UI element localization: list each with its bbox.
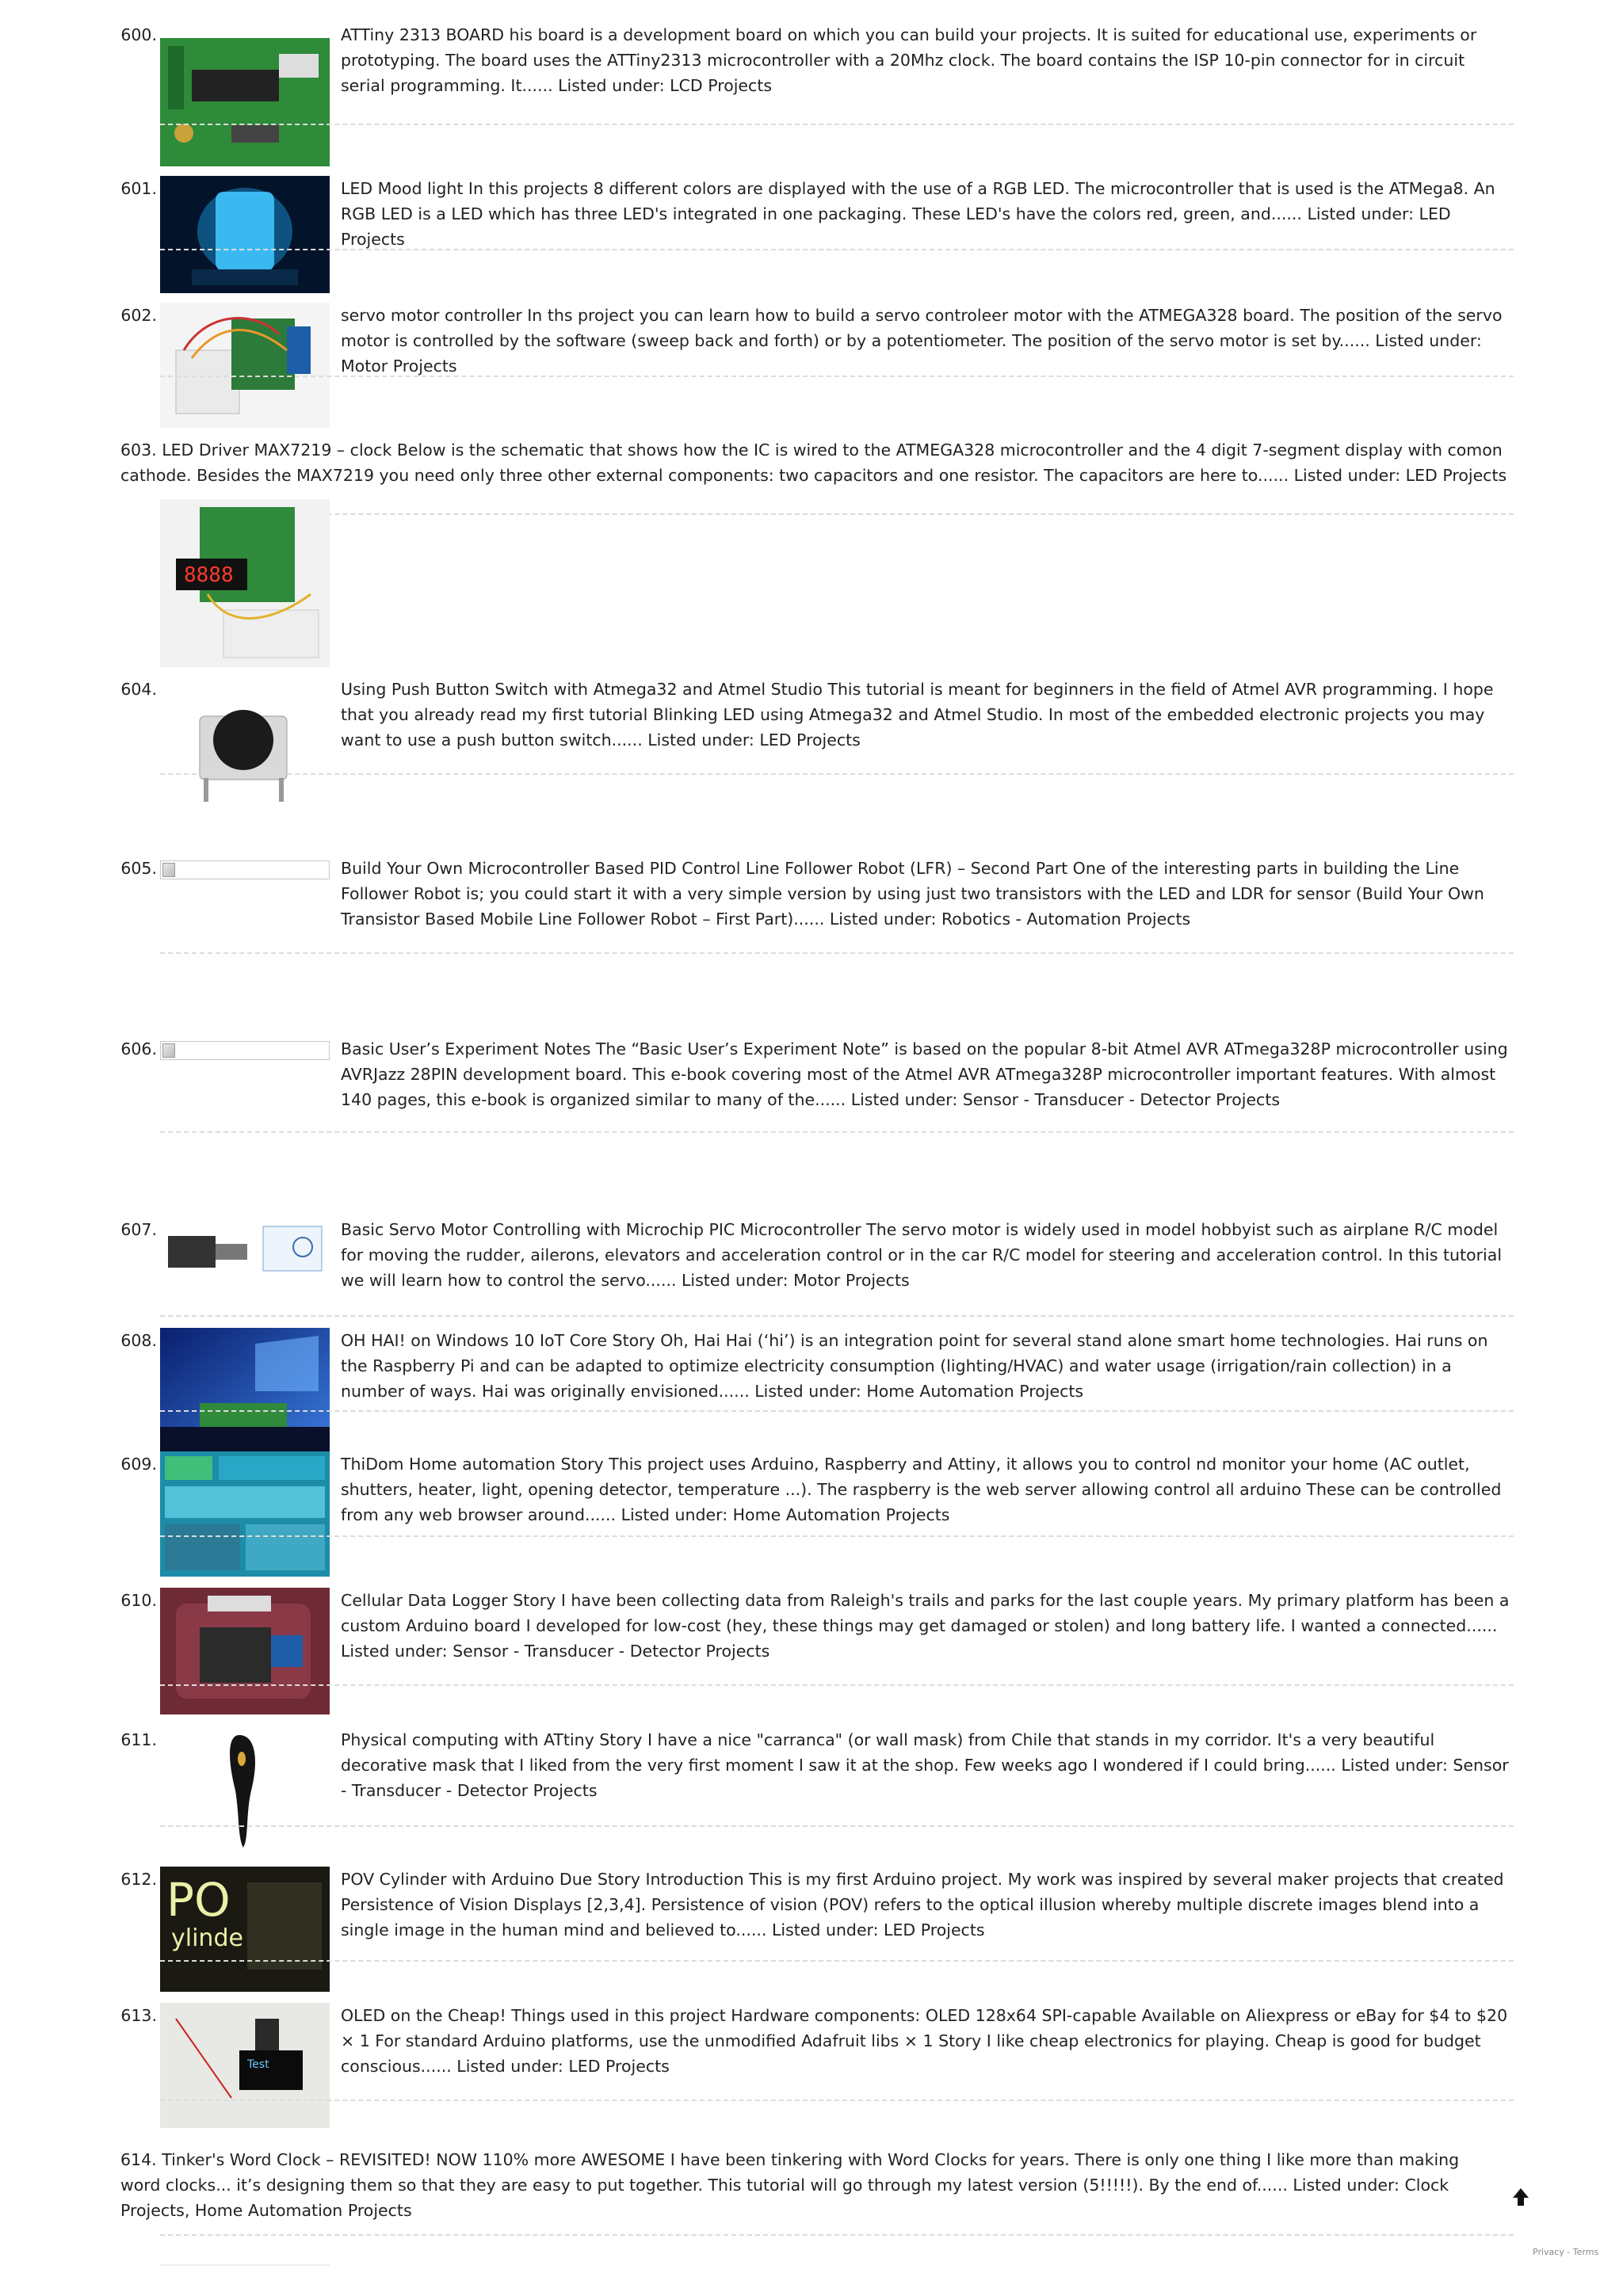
separator bbox=[160, 1960, 1514, 1962]
item-number: 611. bbox=[120, 1730, 157, 1749]
item-description[interactable]: Using Push Button Switch with Atmega32 and Atmel Studio This tutorial is meant for beginners in the field of Atmel AVR programming. I hope that you already read my first tutorial Blinking LED using Atmega32 and Atmel Studio. In most of the embedded electronic projects you may want to use a push button switch...... Listed under: LED Projects bbox=[341, 680, 1494, 749]
list-item bbox=[0, 1154, 1623, 1312]
item-description[interactable]: OLED on the Cheap! Things used in this project Hardware components: OLED 128x64 SPI-capable Available on Aliexpress or eBay for $4 to $20 × 1 For standard Arduino platforms, use the unmodified Adafruit libs × 1 Story I like cheap electronics for playing. Cheap is good for budget conscious...... Listed under: LED Projects bbox=[341, 2006, 1508, 2076]
list-item bbox=[0, 254, 1623, 380]
list-item bbox=[0, 1455, 1623, 1591]
list-item bbox=[0, 0, 1623, 127]
separator bbox=[160, 2234, 1514, 2236]
item-number: 608. bbox=[120, 1331, 157, 1350]
svg-text:ylinde: ylinde bbox=[171, 1924, 243, 1952]
scroll-to-top-arrow-icon[interactable] bbox=[1510, 2185, 1532, 2209]
oled-breadboard-thumbnail[interactable] bbox=[160, 2003, 330, 2128]
separator bbox=[160, 1825, 1514, 1827]
pov-cylinder-thumbnail[interactable] bbox=[160, 1867, 330, 1992]
list-item bbox=[0, 1312, 1623, 1455]
item-description[interactable]: Build Your Own Microcontroller Based PID Control Line Follower Robot (LFR) – Second Part One of the interesting parts in building the Line Follower Robot is; you could start it with a very simple version by using just two transistors with the LED and LDR for sensor (Build Your Own Transistor Based Mobile Line Follower Robot – First Part)...... Listed under: Robotics - Automation Projects bbox=[341, 859, 1484, 929]
item-description[interactable]: Basic User’s Experiment Notes The “Basic User’s Experiment Note” is based on the popular 8-bit Atmel AVR ATmega328P microcontroller using AVRJazz 28PIN development board. This e-book covering most of the Atmel AVR ATmega328P microcontroller important features. With almost 140 pages, this e-book is organized similar to many of the...... Listed under: Sensor - Transducer - Detector Projects bbox=[341, 1039, 1508, 1109]
svg-text:Test: Test bbox=[247, 2058, 269, 2071]
svg-text:8888: 8888 bbox=[184, 563, 234, 587]
item-description[interactable]: 614. Tinker's Word Clock – REVISITED! NOW 110% more AWESOME I have been tinkering with Word Clocks for years. There is only one thing I like more than making word clocks... it’s designing them so that they are easy to put together. This tutorial will go through my latest version (5!!!!!). By the end of...... Listed under: Clock Projects, Home Automation Projects bbox=[120, 2150, 1460, 2220]
item-number: 610. bbox=[120, 1591, 157, 1610]
list-item bbox=[0, 380, 1623, 618]
item-number: 607. bbox=[120, 1220, 157, 1239]
item-description[interactable]: LED Mood light In this projects 8 different colors are displayed with the use of a RGB LED. The microcontroller that is used is the ATMega8. An RGB LED is a LED which has three LED's integrated in one packaging. These LED's have the colors red, green, and...... Listed under: LED Projects bbox=[341, 179, 1495, 249]
windows-iot-pi-thumbnail[interactable] bbox=[160, 1328, 330, 1456]
list-item bbox=[0, 127, 1623, 254]
separator bbox=[160, 249, 1514, 250]
item-description[interactable]: ThiDom Home automation Story This project uses Arduino, Raspberry and Attiny, it allows you to control nd monitor your home (AC outlet, shutters, heater, light, opening detector, temperature ...). The raspberry is the web server allowing control all arduino These can be controlled from any web browser around...... Listed under: Home Automation Projects bbox=[341, 1455, 1502, 1524]
separator bbox=[160, 1535, 1514, 1537]
item-number: 601. bbox=[120, 179, 157, 198]
list-item bbox=[0, 1730, 1623, 1870]
item-number: 613. bbox=[120, 2006, 157, 2025]
separator bbox=[160, 1410, 1514, 1412]
list-item bbox=[0, 792, 1623, 973]
item-description[interactable]: ATTiny 2313 BOARD his board is a development board on which you can build your projects. It is suited for educational use, experiments or prototyping. The board uses the ATTiny2313 microcontroller with a 20Mhz clock. The board contains the ISP 10-pin connector for in circuit serial programming. It...... Listed under: LCD Projects bbox=[341, 25, 1477, 95]
item-number: 602. bbox=[120, 306, 157, 325]
separator bbox=[160, 124, 1514, 125]
item-number: 605. bbox=[120, 859, 157, 878]
separator bbox=[160, 376, 1514, 377]
separator bbox=[160, 1684, 1514, 1686]
list-item bbox=[0, 1591, 1623, 1733]
wall-mask-thumbnail[interactable] bbox=[160, 1727, 330, 1854]
broken-image-icon[interactable] bbox=[160, 860, 330, 879]
item-number: 609. bbox=[120, 1455, 157, 1474]
item-number: 612. bbox=[120, 1870, 157, 1889]
item-number: 606. bbox=[120, 1039, 157, 1058]
separator bbox=[160, 513, 1514, 515]
separator bbox=[160, 952, 1514, 954]
servo-diagram-thumbnail[interactable] bbox=[160, 1220, 330, 1290]
item-description[interactable]: Cellular Data Logger Story I have been collecting data from Raleigh's trails and parks for the last couple years. My primary platform has been a custom Arduino board I developed for low-cost (hey, these things may get damaged or stolen) and long battery life. I wanted a connected...... Listed under: Sensor - Transducer - Detector Projects bbox=[341, 1591, 1510, 1661]
next-thumbnail-edge bbox=[160, 2264, 330, 2271]
item-description[interactable]: Basic Servo Motor Controlling with Microchip PIC Microcontroller The servo motor is widely used in model hobbyist such as airplane R/C model for moving the rudder, ailerons, elevators and acceleration control or in the car R/C model for steering and acceleration control. In this tutorial we will learn how to control the servo...... Listed under: Motor Projects bbox=[341, 1220, 1503, 1290]
home-dashboard-thumbnail[interactable] bbox=[160, 1451, 330, 1577]
broken-image-icon[interactable] bbox=[160, 1041, 330, 1060]
item-description[interactable]: POV Cylinder with Arduino Due Story Introduction This is my first Arduino project. My work was inspired by several maker projects that created Persistence of Vision Displays [2,3,4]. Persistence of vision (POV) refers to the optical illusion whereby multiple discrete images blend into a single image in the human mind and believed to...... Listed under: LED Projects bbox=[341, 1870, 1504, 1939]
item-number: 600. bbox=[120, 25, 157, 44]
item-description[interactable]: OH HAI! on Windows 10 IoT Core Story Oh, Hai Hai (‘hi’) is an integration point for several stand alone smart home technologies. Hai runs on the Raspberry Pi and can be adapted to optimize electricity consumption (lighting/HVAC) and water usage (irrigation/rain collection) in a number of ways. Hai was originally envisioned...... Listed under: Home Automation Projects bbox=[341, 1331, 1488, 1401]
list-item bbox=[0, 618, 1623, 792]
list-item bbox=[0, 2149, 1623, 2296]
push-button-thumbnail[interactable] bbox=[160, 677, 330, 811]
separator bbox=[160, 773, 1514, 775]
privacy-terms-link[interactable]: Privacy - Terms bbox=[1533, 2247, 1599, 2257]
list-item bbox=[0, 973, 1623, 1154]
list-item bbox=[0, 2006, 1623, 2149]
item-description[interactable]: Physical computing with ATtiny Story I have a nice "carranca" (or wall mask) from Chile that stands in my corridor. It's a very beautiful decorative mask that I liked from the very first moment I saw it at the shop. Few weeks ago I wondered if I could bring...... Listed under: Sensor - Transducer - Detector Projects bbox=[341, 1730, 1509, 1800]
data-logger-case-thumbnail[interactable] bbox=[160, 1588, 330, 1714]
svg-text:PO: PO bbox=[166, 1873, 231, 1927]
item-number: 603. bbox=[120, 441, 157, 460]
item-description[interactable]: servo motor controller In ths project you can learn how to build a servo controleer motor with the ATMEGA328 board. The position of the servo motor is controlled by the software (sweep back and forth) or by a potentiometer. The position of the servo motor is set by...... Listed under: Motor Projects bbox=[341, 306, 1503, 376]
item-number: 614. bbox=[120, 2150, 157, 2169]
list-item bbox=[0, 1870, 1623, 2009]
separator bbox=[160, 2100, 1514, 2101]
item-description[interactable]: 603. LED Driver MAX7219 – clock Below is the schematic that shows how the IC is wired to the ATMEGA328 microcontroller and the 4 digit 7-segment display with comon cathode. Besides the MAX7219 you need only three other external components: two capacitors and one resistor. The capacitors are here to...... Listed under: LED Projects bbox=[120, 441, 1507, 485]
item-number: 604. bbox=[120, 680, 157, 699]
separator bbox=[160, 1131, 1514, 1133]
